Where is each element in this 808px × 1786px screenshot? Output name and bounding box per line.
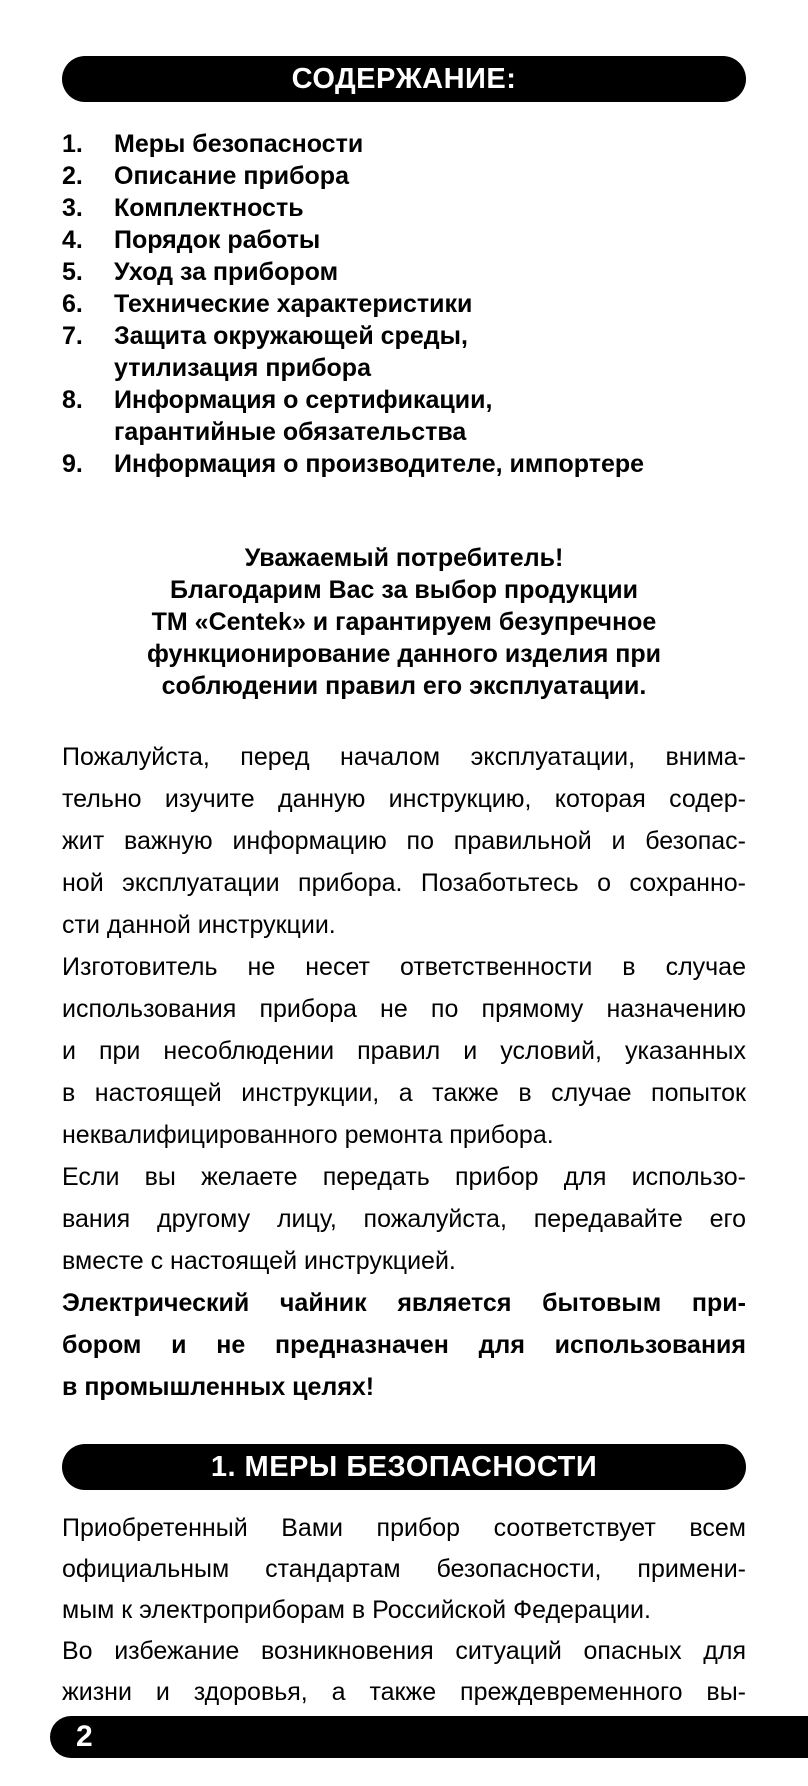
body-line: Изготовитель не несет ответственности в случае <box>62 953 746 981</box>
page-number: 2 <box>76 1720 93 1753</box>
body-line: Электрический чайник является бытовым при- <box>62 1289 746 1317</box>
intro-paragraph-1 <box>62 736 746 946</box>
body-line: использования прибора не по прямому назначению <box>62 995 746 1023</box>
body-line: жизни и здоровья, а также преждевременного вы- <box>62 1678 746 1706</box>
section1-text <box>62 1508 746 1713</box>
toc-item <box>62 128 746 160</box>
greeting-line: соблюдении правил его эксплуатации. <box>161 672 647 700</box>
body-line: ной эксплуатации прибора. Позаботьтесь о сохранно- <box>62 869 746 897</box>
body-line: в промышленных целях! <box>62 1373 375 1401</box>
toc-list <box>62 128 746 480</box>
toc-header-bar <box>62 56 746 102</box>
toc-item-number: 3. <box>62 194 83 222</box>
intro-text <box>62 736 746 1408</box>
toc-item-label <box>114 384 746 448</box>
toc-item-number: 6. <box>62 290 83 318</box>
body-line: вания другому лицу, пожалуйста, передавайте его <box>62 1205 746 1233</box>
body-line: официальным стандартам безопасности, примени- <box>62 1555 746 1583</box>
body-line: Во избежание возникновения ситуаций опасных для <box>62 1637 746 1665</box>
section1-paragraph-1 <box>62 1508 746 1713</box>
toc-item-line: Защита окружающей среды, <box>114 322 468 350</box>
body-line: Приобретенный Вами прибор соответствует всем <box>62 1514 746 1542</box>
body-line: Пожалуйста, перед началом эксплуатации, внима- <box>62 743 746 771</box>
toc-item <box>62 224 746 256</box>
body-line: мым к электроприборам в Российской Федерации. <box>62 1596 651 1624</box>
toc-item <box>62 384 746 448</box>
toc-item-number: 1. <box>62 130 83 158</box>
body-line: бором и не предназначен для использования <box>62 1331 746 1359</box>
body-line: сти данной инструкции. <box>62 911 336 939</box>
body-line: Если вы желаете передать прибор для использо- <box>62 1163 746 1191</box>
toc-item-label: Комплектность <box>114 194 304 222</box>
section1-header-title: 1. МЕРЫ БЕЗОПАСНОСТИ <box>210 1450 598 1483</box>
toc-item-label: Уход за прибором <box>114 258 339 286</box>
toc-item-number: 5. <box>62 258 83 286</box>
page-number-bar <box>50 1716 808 1758</box>
toc-item <box>62 256 746 288</box>
body-line: вместе с настоящей инструкцией. <box>62 1247 456 1275</box>
toc-item <box>62 288 746 320</box>
greeting-line: функционирование данного изделия при <box>147 640 661 668</box>
body-line: в настоящей инструкции, а также в случае попыток <box>62 1079 746 1107</box>
toc-item-number: 8. <box>62 386 83 414</box>
toc-item-label: Меры безопасности <box>114 130 364 158</box>
toc-item <box>62 320 746 384</box>
intro-paragraph-2 <box>62 946 746 1156</box>
toc-item-line: утилизация прибора <box>114 354 371 382</box>
toc-header-title: СОДЕРЖАНИЕ: <box>291 62 517 95</box>
toc-item-number: 9. <box>62 450 83 478</box>
toc-item <box>62 448 746 480</box>
greeting-line: ТМ «Centek» и гарантируем безупречное <box>151 608 657 636</box>
body-line: неквалифицированного ремонта прибора. <box>62 1121 554 1149</box>
intro-paragraph-3 <box>62 1156 746 1282</box>
greeting-line: Уважаемый потребитель! <box>244 544 564 572</box>
toc-item <box>62 192 746 224</box>
body-line: и при несоблюдении правил и условий, указанных <box>62 1037 746 1065</box>
toc-item-label <box>114 320 746 384</box>
body-line: тельно изучите данную инструкцию, которая содер- <box>62 785 746 813</box>
toc-item-label: Описание прибора <box>114 162 349 190</box>
toc-item-number: 7. <box>62 322 83 350</box>
toc-item <box>62 160 746 192</box>
body-line: жит важную информацию по правильной и безопас- <box>62 827 746 855</box>
toc-item-line: Информация о сертификации, <box>114 386 493 414</box>
toc-item-number: 2. <box>62 162 83 190</box>
toc-item-number: 4. <box>62 226 83 254</box>
section1-header-bar <box>62 1444 746 1490</box>
toc-item-label: Порядок работы <box>114 226 321 254</box>
intro-paragraph-4-bold <box>62 1282 746 1408</box>
greeting-line: Благодарим Вас за выбор продукции <box>169 576 639 604</box>
toc-item-label: Технические характеристики <box>114 290 473 318</box>
toc-item-label: Информация о производителе, импортере <box>114 450 645 478</box>
greeting-block <box>62 542 746 702</box>
toc-item-line: гарантийные обязательства <box>114 418 467 446</box>
